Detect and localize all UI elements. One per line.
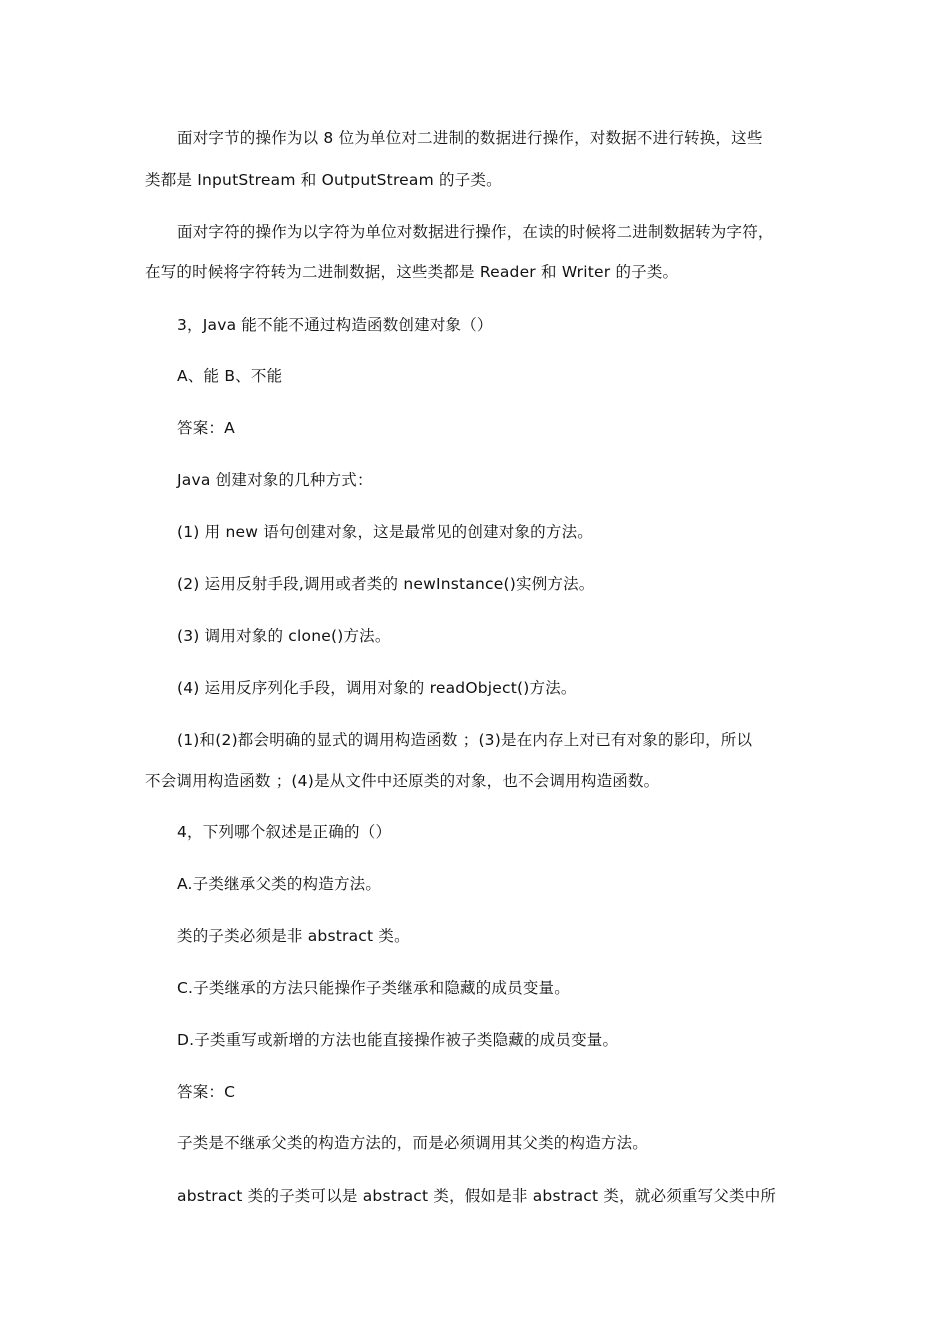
way-3: (3) 调用对象的 clone()方法。	[177, 627, 391, 645]
question-4-option-c: C.子类继承的方法只能操作子类继承和隐藏的成员变量。	[177, 979, 570, 997]
question-4-explanation-1: 子类是不继承父类的构造方法的，而是必须调用其父类的构造方法。	[177, 1134, 649, 1152]
paragraph-byte-stream-line-1: 面对字节的操作为以 8 位为单位对二进制的数据进行操作，对数据不进行转换，这些	[177, 129, 763, 147]
way-4: (4) 运用反序列化手段，调用对象的 readObject()方法。	[177, 679, 577, 697]
question-4-option-b: 类的子类必须是非 abstract 类。	[177, 927, 410, 945]
explanation-line-2: 不会调用构造函数 ；(4)是从文件中还原类的对象，也不会调用构造函数。	[145, 772, 660, 790]
question-3-options: A、能 B、不能	[177, 367, 283, 385]
way-2: (2) 运用反射手段,调用或者类的 newInstance()实例方法。	[177, 575, 595, 593]
paragraph-char-stream-line-1: 面对字符的操作为以字符为单位对数据进行操作，在读的时候将二进制数据转为字符，	[177, 223, 774, 241]
ways-heading: Java 创建对象的几种方式：	[177, 471, 373, 489]
question-3: 3，Java 能不能不通过构造函数创建对象（）	[177, 316, 493, 334]
question-4: 4，下列哪个叙述是正确的（）	[177, 823, 392, 841]
way-1: (1) 用 new 语句创建对象，这是最常见的创建对象的方法。	[177, 523, 593, 541]
question-4-explanation-2: abstract 类的子类可以是 abstract 类，假如是非 abstract 类，就必须重写父类中所	[177, 1187, 777, 1205]
paragraph-char-stream-line-2: 在写的时候将字符转为二进制数据，这些类都是 Reader 和 Writer 的子类。	[145, 263, 679, 281]
question-4-answer: 答案：C	[177, 1083, 236, 1101]
paragraph-byte-stream-line-2: 类都是 InputStream 和 OutputStream 的子类。	[145, 171, 502, 189]
explanation-line-1: (1)和(2)都会明确的显式的调用构造函数 ；(3)是在内存上对已有对象的影印，所以	[177, 731, 753, 749]
question-3-answer: 答案：A	[177, 419, 235, 437]
question-4-option-d: D.子类重写或新增的方法也能直接操作被子类隐藏的成员变量。	[177, 1031, 619, 1049]
question-4-option-a: A.子类继承父类的构造方法。	[177, 875, 382, 893]
